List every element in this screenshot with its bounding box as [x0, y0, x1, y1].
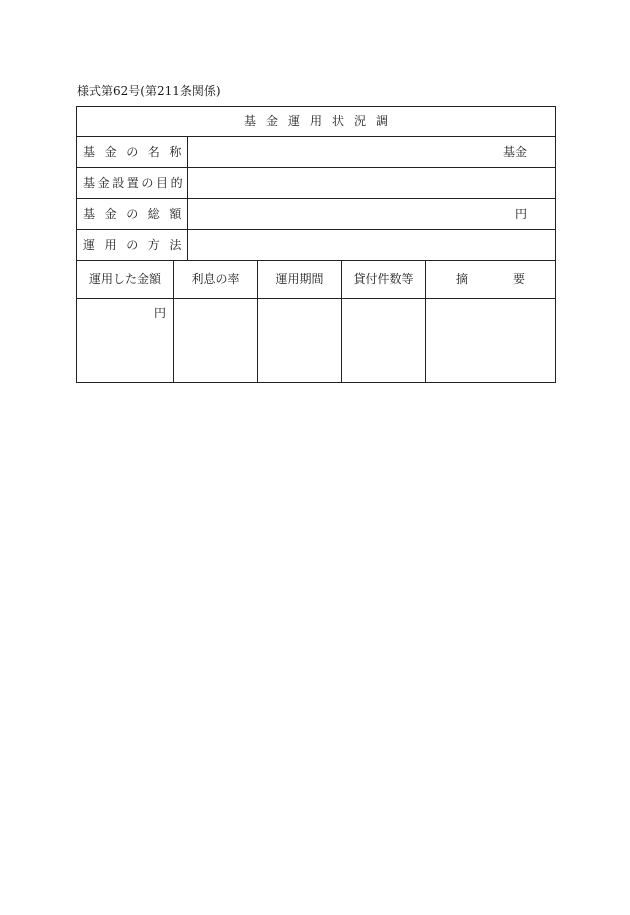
- value-fund-name[interactable]: 基金: [502, 145, 527, 159]
- cell-amount[interactable]: [77, 299, 174, 382]
- amount-unit: 円: [153, 306, 166, 320]
- form-number-label: 様式第62号(第211条関係): [77, 84, 221, 98]
- value-fund-total[interactable]: 円: [514, 207, 527, 221]
- label-management-method: 運用の方法: [77, 230, 188, 260]
- label-fund-name: 基金の名称: [77, 137, 188, 167]
- header-remarks-char-2: 要: [512, 272, 525, 286]
- value-management-method[interactable]: [188, 230, 555, 260]
- cell-loan-count[interactable]: [342, 299, 426, 382]
- row-fund-total: [77, 199, 555, 230]
- cell-interest-rate[interactable]: [174, 299, 258, 382]
- row-fund-name: [77, 137, 555, 168]
- header-interest-rate: 利息の率: [174, 261, 258, 298]
- header-remarks: [426, 261, 555, 298]
- value-fund-purpose[interactable]: [188, 168, 555, 198]
- row-management-method: [77, 230, 555, 261]
- table-data-row: [77, 299, 555, 382]
- row-fund-purpose: [77, 168, 555, 199]
- form-title: 基金運用状況調: [243, 114, 398, 128]
- header-amount: 運用した金額: [77, 261, 174, 298]
- cell-remarks[interactable]: [426, 299, 555, 382]
- table-header-row: [77, 261, 555, 299]
- header-remarks-char-1: 摘: [456, 272, 469, 286]
- cell-period[interactable]: [258, 299, 342, 382]
- label-fund-total: 基金の総額: [77, 199, 188, 229]
- fund-management-form: [76, 106, 556, 383]
- label-fund-purpose: 基金設置の目的: [77, 168, 188, 198]
- title-row: [77, 107, 555, 137]
- header-loan-count: 貸付件数等: [342, 261, 426, 298]
- header-period: 運用期間: [258, 261, 342, 298]
